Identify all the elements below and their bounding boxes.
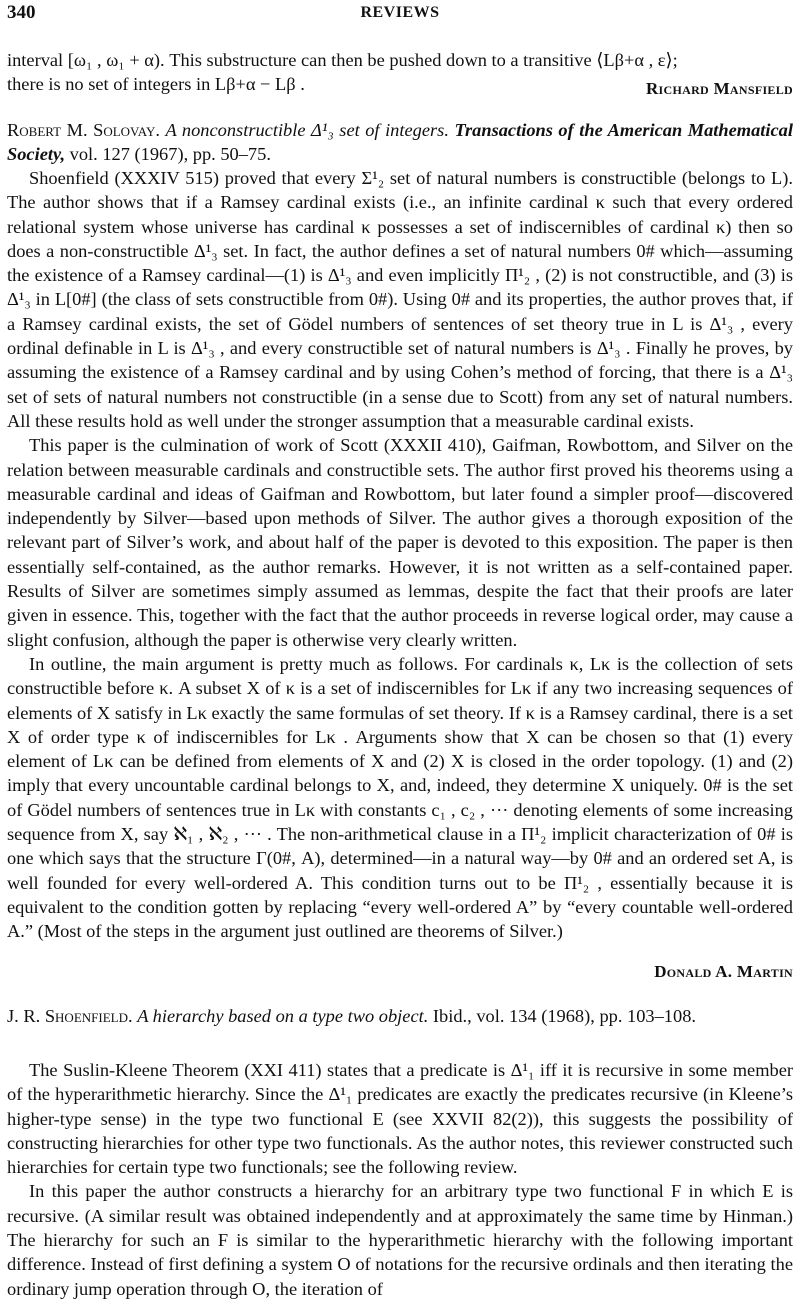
review-2-title: A hierarchy based on a type two object.: [137, 1006, 429, 1026]
review-1-pages: vol. 127 (1967), pp. 50–75.: [69, 144, 271, 165]
review-2-citation: [7, 1004, 793, 1028]
page-header: [7, 2, 793, 26]
review-1-body: [7, 166, 793, 944]
review-2-paragraph-2: In this paper the author constructs a hierarchy for an arbitrary type two functional F in which E is recursive. (A similar result was obtained independently and at approximately the same time by Hinman.) The hierarchy for such an F is similar to the hyperarithmetic hierarchy with the following important difference. Instead of first defining a system O of notations for the recursive ordinals and then iterating the ordinary jump operation through O, the iteration of: [7, 1181, 793, 1299]
page-number: 340: [7, 2, 36, 23]
review-2-pages: Ibid., vol. 134 (1968), pp. 103–108.: [432, 1006, 696, 1026]
review-2-paragraph-1: The Suslin-Kleene Theorem (XXI 411) states that a predicate is Δ¹₁ iff it is recursive in some member of the hyperarithmetic hierarchy. Since the Δ¹₁ predicates are exactly the predicates recursive (in Kleene’s higher-type sense) in the type two functional E (see XXVII 82(2)), this suggests the possibility of constructing hierarchies for other type two functionals. As the author notes, this reviewer constructed such hierarchies for certain type two functionals; see the following review.: [7, 1060, 793, 1178]
review-1-title: A nonconstructible Δ¹₃ set of integers.: [165, 120, 449, 140]
prev-review-reviewer: Richard Mansfield: [645, 79, 793, 98]
prev-review-line-1: interval [ω₁ , ω₁ + α). This substructure can then be pushed down to a transitive ⟨Lβ+α , ε⟩;: [7, 50, 678, 70]
review-1-journal: Transactions of the American Mathematical Society,: [7, 120, 793, 165]
review-2-body: [7, 1058, 793, 1301]
review-1-paragraph-2: This paper is the culmination of work of Scott (XXXII 410), Gaifman, Rowbottom, and Silver on the relation between measurable cardinals and constructible sets. The author first proved his theorems using a measurable cardinal and ideas of Gaifman and Rowbottom, but later found a simpler proof—discovered independently by Silver—based upon methods of Silver. The author gives a thorough exposition of the relevant part of Silver’s work, and about half of the paper is devoted to this exposition. The paper is then essentially self-contained, as the author remarks. However, it is not written as a self-contained paper. Results of Silver are sometimes simply assumed as lemmas, despite the fact that their proofs are later given in essence. This, together with the fact that the author proceeds in reverse logical order, may cause a slight confusion, although the paper is otherwise very clearly written.: [7, 435, 793, 650]
prev-review-line-2: there is no set of integers in Lβ+α − Lβ .: [7, 74, 305, 95]
review-1-author: Robert M. Solovay.: [7, 120, 160, 140]
review-2-author: J. R. Shoenfield.: [7, 1006, 133, 1026]
review-1-paragraph-3: In outline, the main argument is pretty much as follows. For cardinals κ, Lκ is the collection of sets constructible before κ. A subset X of κ is a set of indiscernibles for Lκ if any two increasing sequences of elements of X satisfy in Lκ exactly the same formulas of set theory. If κ is a Ramsey cardinal, there is a set X of order type κ of indiscernibles for Lκ . Arguments show that X can be chosen so that (1) every element of Lκ can be defined from elements of X and (2) X is closed in the order topology. (1) and (2) imply that every uncountable cardinal belongs to X, and, indeed, they determine X uniquely. 0# is the set of Gödel numbers of sentences true in Lκ with constants c₁ , c₂ , ··· denoting elements of some increasing sequence from X, say ℵ₁ , ℵ₂ , ··· . The non-arithmetical clause in a Π¹₂ implicit characterization of 0# is one which says that the structure Γ(0#, A), determined—in a natural way—by 0# and an ordered set A, is well founded for every well-ordered A. This condition turns out to be Π¹₂ , essentially because it is equivalent to the condition gotten by replacing “every well-ordered A” by “every countable well-ordered A.” (Most of the steps in the argument just outlined are theorems of Silver.): [7, 653, 793, 942]
review-1-paragraph-1: Shoenfield (XXXIV 515) proved that every Σ¹₂ set of natural numbers is constructible (belongs to L). The author shows that if a Ramsey cardinal exists (i.e., an infinite cardinal κ such that every ordered relational system whose universe has cardinal κ possesses a set of indiscernibles of cardinal κ) then so does a non-constructible Δ¹₃ set. In fact, the author defines a set of natural numbers 0# which—assuming the existence of a Ramsey cardinal—(1) is Δ¹₃ and even implicitly Π¹₂ , (2) is not constructible, and (3) is Δ¹₃ in L[0#] (the class of sets constructible from 0#). Using 0# and its properties, the author proves that, if a Ramsey cardinal exists, the set of Gödel numbers of sentences of set theory true in L is Δ¹₃ , every ordinal definable in L is Δ¹₃ , and every constructible set of natural numbers is Δ¹₃ . Finally he proves, by assuming the existence of a Ramsey cardinal and by using Cohen’s method of forcing, that there is a Δ¹₃ set of sets of natural numbers not constructible (in a sense due to Scott) from any set of natural numbers. All these results hold as well under the stronger assumption that a measurable cardinal exists.: [7, 168, 793, 431]
review-1-reviewer: Donald A. Martin: [654, 962, 793, 981]
review-1-citation: [7, 118, 793, 167]
running-title: REVIEWS: [360, 4, 440, 21]
